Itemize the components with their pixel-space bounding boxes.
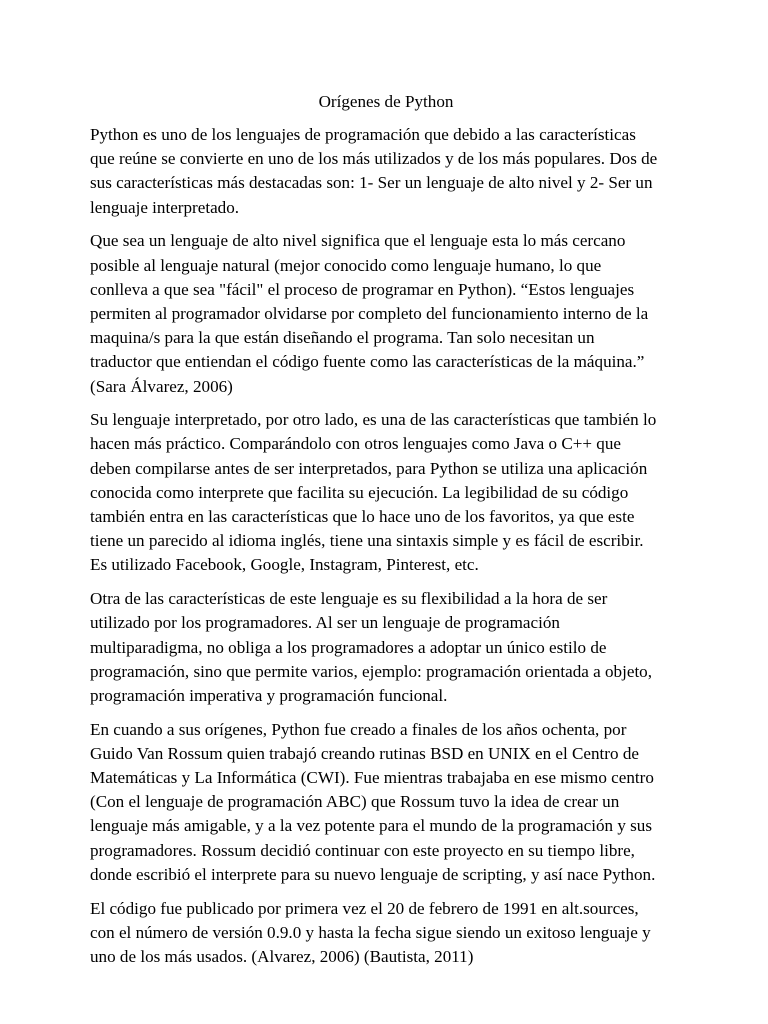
paragraph-line: maquina/s para la que están diseñando el programa. Tan solo necesitan un: [90, 328, 595, 348]
paragraph-line: deben compilarse antes de ser interpretados, para Python se utiliza una aplicación: [90, 458, 648, 478]
document-title: Orígenes de Python: [318, 92, 454, 111]
paragraph-line: sus características más destacadas son: 1- Ser un lenguaje de alto nivel y 2- Ser un: [90, 173, 653, 193]
paragraph-line: Guido Van Rossum quien trabajó creando rutinas BSD en UNIX en el Centro de: [90, 743, 639, 763]
paragraph-line: Que sea un lenguaje de alto nivel significa que el lenguaje esta lo más cercano: [90, 231, 626, 251]
paragraph-line: también entra en las características que lo hace uno de los favoritos, ya que este: [90, 507, 635, 527]
paragraph-line: Su lenguaje interpretado, por otro lado, es una de las características que también lo: [90, 410, 657, 430]
paragraph-line: uno de los más usados. (Alvarez, 2006) (Bautista, 2011): [90, 947, 474, 966]
paragraph-line: lenguaje más amigable, y a la vez potente para el mundo de la programación y sus: [90, 816, 652, 836]
paragraph-line: donde escribió el interprete para su nuevo lenguaje de scripting, y así nace Python.: [90, 864, 656, 884]
paragraph-line: tiene un parecido al idioma inglés, tiene una sintaxis simple y es fácil de escribir.: [90, 531, 644, 551]
paragraph-line: Python es uno de los lenguajes de programación que debido a las características: [90, 125, 636, 144]
paragraph-line: Es utilizado Facebook, Google, Instagram, Pinterest, etc.: [90, 555, 479, 575]
paragraph-line: utilizado por los programadores. Al ser un lenguaje de programación: [90, 613, 560, 633]
paragraph-line: programación imperativa y programación funcional.: [90, 685, 448, 705]
document-page: [90, 90, 682, 979]
paragraph-line: programadores. Rossum decidió continuar con este proyecto en su tiempo libre,: [90, 840, 635, 860]
paragraph-line: El código fue publicado por primera vez el 20 de febrero de 1991 en alt.sources,: [90, 898, 639, 918]
paragraph-line: posible al lenguaje natural (mejor conocido como lenguaje humano, lo que: [90, 255, 602, 275]
paragraph-line: (Con el lenguaje de programación ABC) que Rossum tuvo la idea de crear un: [90, 792, 620, 812]
paragraph-line: Otra de las características de este lenguaje es su flexibilidad a la hora de ser: [90, 589, 608, 609]
paragraph-flexibility: [90, 587, 682, 708]
paragraph-line: multiparadigma, no obliga a los programadores a adoptar un único estilo de: [90, 637, 607, 657]
paragraph-line: (Sara Álvarez, 2006): [90, 376, 233, 396]
paragraph-line: conocida como interprete que facilita su ejecución. La legibilidad de su código: [90, 482, 629, 502]
paragraph-line: traductor que entiendan el código fuente como las características de la máquina.”: [90, 352, 645, 372]
paragraph-interpreted: [90, 408, 682, 577]
paragraph-publication: [90, 897, 682, 970]
paragraph-line: que reúne se convierte en uno de los más utilizados y de los más populares. Dos de: [90, 149, 658, 169]
paragraph-line: conlleva a que sea "fácil" el proceso de programar en Python). “Estos lenguajes: [90, 279, 635, 299]
paragraph-intro: [90, 123, 682, 220]
paragraph-high-level: [90, 229, 682, 398]
paragraph-line: En cuando a sus orígenes, Python fue creado a finales de los años ochenta, por: [90, 719, 627, 739]
paragraph-line: con el número de versión 0.9.0 y hasta la fecha sigue siendo un exitoso lenguaje y: [90, 922, 651, 942]
paragraph-line: lenguaje interpretado.: [90, 197, 240, 217]
paragraph-origins: [90, 718, 682, 887]
paragraph-line: Matemáticas y La Informática (CWI). Fue mientras trabajaba en ese mismo centro: [90, 768, 654, 788]
paragraph-line: permiten al programador olvidarse por completo del funcionamiento interno de la: [90, 303, 649, 323]
paragraph-line: hacen más práctico. Comparándolo con otros lenguajes como Java o C++ que: [90, 434, 621, 454]
paragraph-line: programación, sino que permite varios, ejemplo: programación orientada a objeto,: [90, 661, 653, 681]
